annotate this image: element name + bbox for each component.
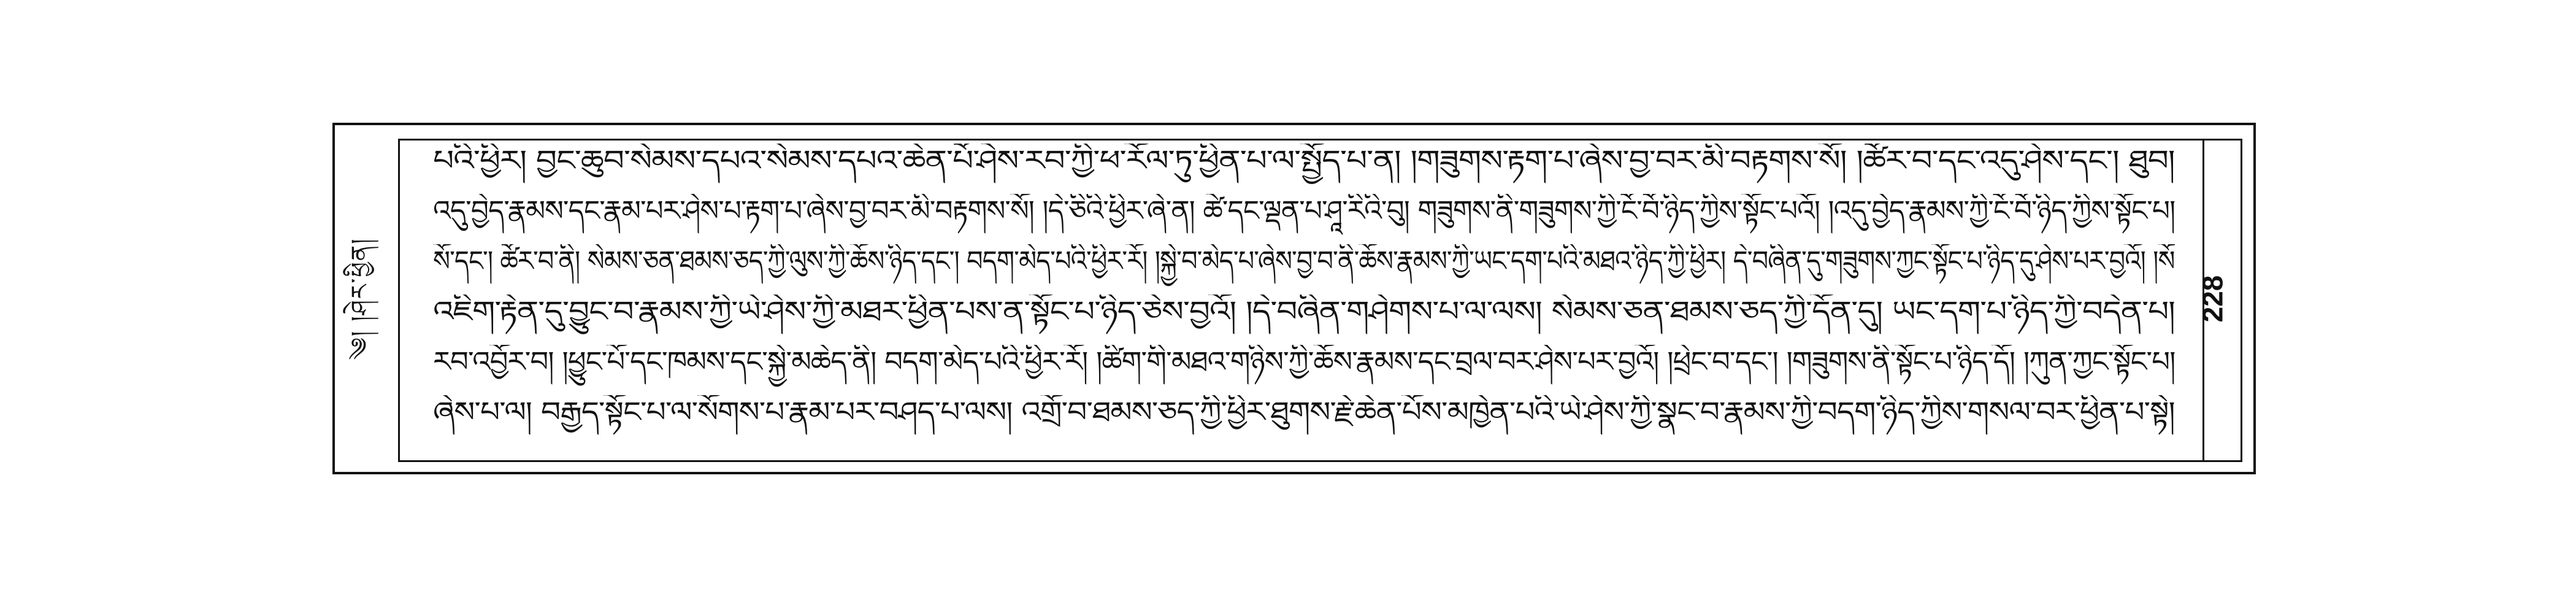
line-text: རབ་འབྱོར་བ། །ཕྱུང་པོ་དང་ཁམས་དང་སྐྱེ་མཆེད་ནི། བདག་མེད་པའི་ཕྱིར་རོ། །ཚིག་གི་མཐའ་གཉིས་ཀྱི་ཆོས་རྣམས་དང་བྲལ་བར་ཤེས་པར་བྱའོ། །ཕྲེང་བ་དང་། །གཟུགས་ནི་སྟོང་པ་ཉིད་དོ། །ཀུན་ཀྱང་སྟོང་པ། xyxy=(433,345,2175,378)
line-text: འདུ་བྱེད་རྣམས་དང་རྣམ་པར་ཤེས་པ་རྟག་པ་ཞེས་བྱ་བར་མི་བརྟགས་སོ། །དེ་ཅིའི་ཕྱིར་ཞེ་ན། ཚེ་དང་ལྡན་པ་ཤཱ་རིའི་བུ། གཟུགས་ནི་གཟུགས་ཀྱི་ངོ་བོ་ཉིད་ཀྱིས་སྟོང་པའོ། །འདུ་བྱེད་རྣམས་ཀྱི་ངོ་བོ་ཉིད་ཀྱིས་སྟོང་པ། xyxy=(433,194,2175,227)
text-body xyxy=(408,144,2175,457)
line-text: པའི་ཕྱིར། བྱང་ཆུབ་སེམས་དཔའ་སེམས་དཔའ་ཆེན་པོ་ཤེས་རབ་ཀྱི་ཕ་རོལ་ཏུ་ཕྱིན་པ་ལ་སྤྱོད་པ་ན། །གཟུགས་རྟག་པ་ཞེས་བྱ་བར་མི་བརྟགས་སོ། །ཚོར་བ་དང་འདུ་ཤེས་དང་། ཐུབ། xyxy=(433,144,2175,177)
text-line-1 xyxy=(433,144,2175,194)
line-text: འཇིག་རྟེན་དུ་བྱུང་བ་རྣམས་ཀྱི་ཡེ་ཤེས་ཀྱི་མཐར་ཕྱིན་པས་ན་སྟོང་པ་ཉིད་ཅེས་བྱའོ། །དེ་བཞིན་གཤེགས་པ་ལ་ལས། སེམས་ཅན་ཐམས་ཅད་ཀྱི་དོན་དུ། ཡང་དག་པ་ཉིད་ཀྱི་བདེན་པ། xyxy=(433,295,2175,328)
text-line-6 xyxy=(433,395,2175,445)
left-margin xyxy=(335,125,398,472)
text-line-3 xyxy=(433,244,2175,295)
text-line-5 xyxy=(433,345,2175,395)
line-text: ཞེས་པ་ལ། བརྒྱད་སྟོང་པ་ལ་སོགས་པ་རྣམ་པར་བཤད་པ་ལས། འགྲོ་བ་ཐམས་ཅད་ཀྱི་ཕྱིར་ཐུགས་རྗེ་ཆེན་པོས་མཁྱེན་པའི་ཡེ་ཤེས་ཀྱི་སྣང་བ་རྣམས་ཀྱི་བདག་ཉིད་ཀྱིས་གསལ་བར་ཕྱིན་པ་སྟེ། xyxy=(433,395,2175,428)
text-line-4 xyxy=(433,295,2175,345)
text-line-2 xyxy=(433,194,2175,244)
margin-title: ༄། །ཤེར་ཕྱིན། xyxy=(346,237,373,360)
line-text: སོ་དང་། ཚོར་བ་ནི། སེམས་ཅན་ཐམས་ཅད་ཀྱི་ལུས་ཀྱི་ཆོས་ཉིད་དང་། བདག་མེད་པའི་ཕྱིར་རོ། །སྐྱེ་བ་མེད་པ་ཞེས་བྱ་བ་ནི་ཆོས་རྣམས་ཀྱི་ཡང་དག་པའི་མཐའ་ཉིད་ཀྱི་ཕྱིར། དེ་བཞིན་དུ་གཟུགས་ཀྱང་སྟོང་པ་ཉིད་དུ་ཤེས་པར་བྱའོ། །སོ xyxy=(433,244,2175,277)
pecha-folio xyxy=(332,123,2256,474)
page-number: 228 xyxy=(2196,275,2229,322)
